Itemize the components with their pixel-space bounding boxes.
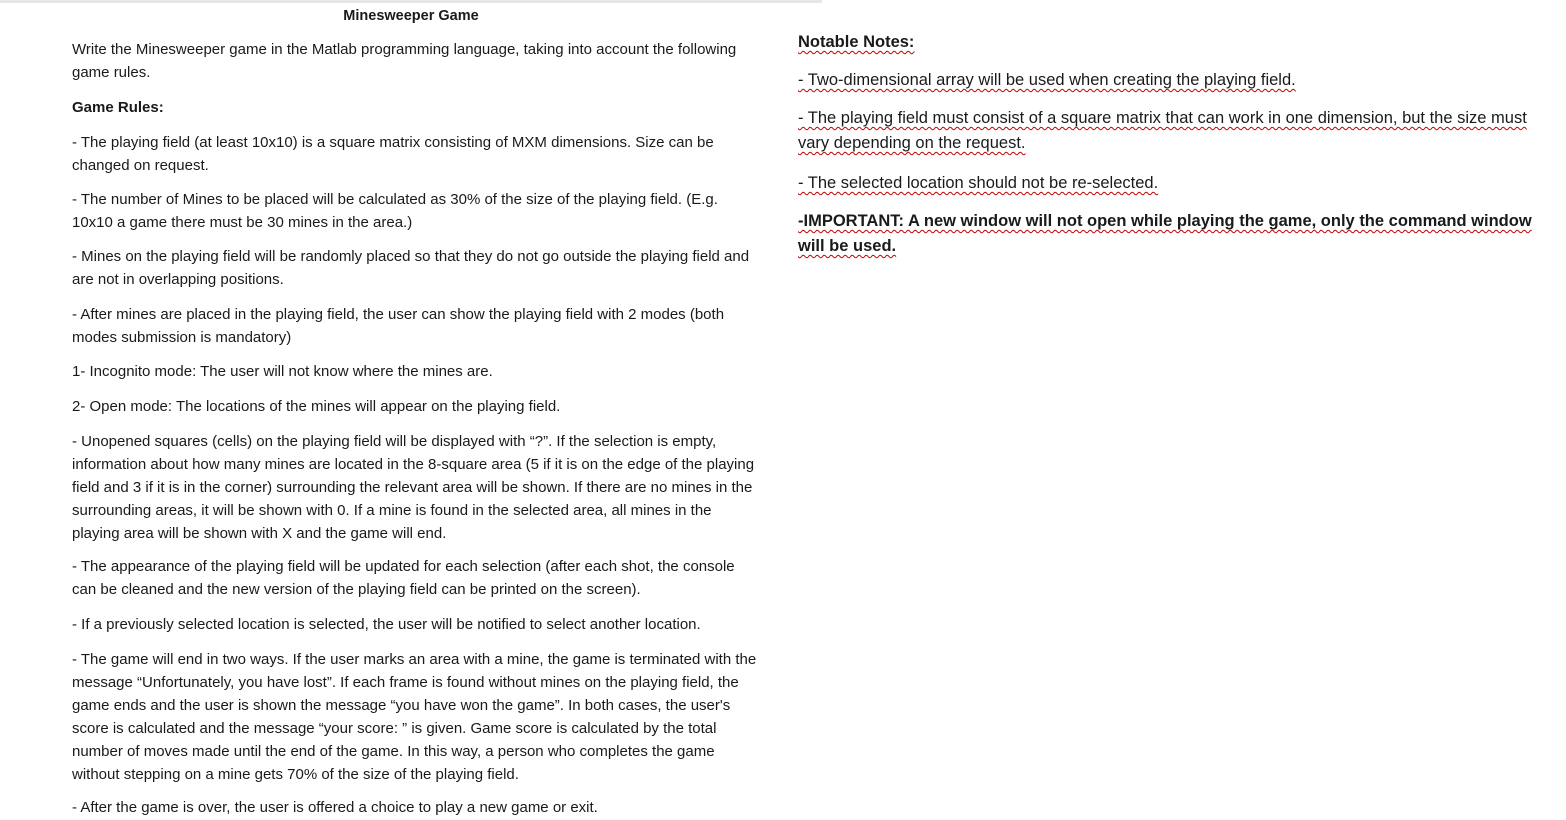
rule-paragraph: - Unopened squares (cells) on the playing field will be displayed with “?”. If the selection is empty, information about how many mines are located in the 8-square area (5 if it is on the edge of the playing field and 3 if it is in the corner) surrounding the relevant area will be shown. If there are no mines in the surrounding areas, it will be shown with 0. If a mine is found in the selected area, all mines in the playing area will be shown with X and the game will end. xyxy=(72,433,755,542)
note-item: - The selected location should not be re-selected. xyxy=(798,174,1159,192)
rule-paragraph: - The playing field (at least 10x10) is a square matrix consisting of MXM dimensions. Size can be changed on request. xyxy=(72,134,714,174)
intro-paragraph: Write the Minesweeper game in the Matlab programming language, taking into account the following game rules. xyxy=(72,41,737,81)
rules-heading: Game Rules: xyxy=(72,99,164,116)
note-important: -IMPORTANT: A new window will not open while playing the game, only the command window will be used. xyxy=(798,212,1532,255)
rule-paragraph: - The game will end in two ways. If the user marks an area with a mine, the game is terminated with the message “Unfortunately, you have lost”. If each frame is found without mines on the playing field, the game ends and the user is shown the message “you have won the game”. In both cases, the user's score is calculated and the message “your score: ” is given. Game score is calculated by the total number of moves made until the end of the game. In this way, a person who completes the game without stepping on a mine gets 70% of the size of the playing field. xyxy=(72,651,757,783)
rule-paragraph: 1- Incognito mode: The user will not know where the mines are. xyxy=(72,363,493,380)
notes-heading: Notable Notes: xyxy=(798,33,915,51)
rule-paragraph: - The appearance of the playing field will be updated for each selection (after each shot, the console can be cleaned and the new version of the playing field can be printed on the screen). xyxy=(72,558,735,598)
rule-paragraph: 2- Open mode: The locations of the mines will appear on the playing field. xyxy=(72,398,561,415)
top-divider xyxy=(0,0,822,3)
rule-paragraph: - If a previously selected location is selected, the user will be notified to select another location. xyxy=(72,616,701,633)
rule-paragraph: - After mines are placed in the playing field, the user can show the playing field with 2 modes (both modes submission is mandatory) xyxy=(72,306,725,346)
note-item: - The playing field must consist of a square matrix that can work in one dimension, but the size must vary depending on the request. xyxy=(798,109,1527,152)
rule-paragraph: - After the game is over, the user is offered a choice to play a new game or exit. xyxy=(72,799,598,816)
note-item: - Two-dimensional array will be used when creating the playing field. xyxy=(798,71,1296,89)
rule-paragraph: - Mines on the playing field will be randomly placed so that they do not go outside the playing field and are not in overlapping positions. xyxy=(72,248,750,288)
rule-paragraph: - The number of Mines to be placed will be calculated as 30% of the size of the playing field. (E.g. 10x10 a game there must be 30 mines in the area.) xyxy=(72,191,718,231)
document-title: Minesweeper Game xyxy=(343,8,479,24)
